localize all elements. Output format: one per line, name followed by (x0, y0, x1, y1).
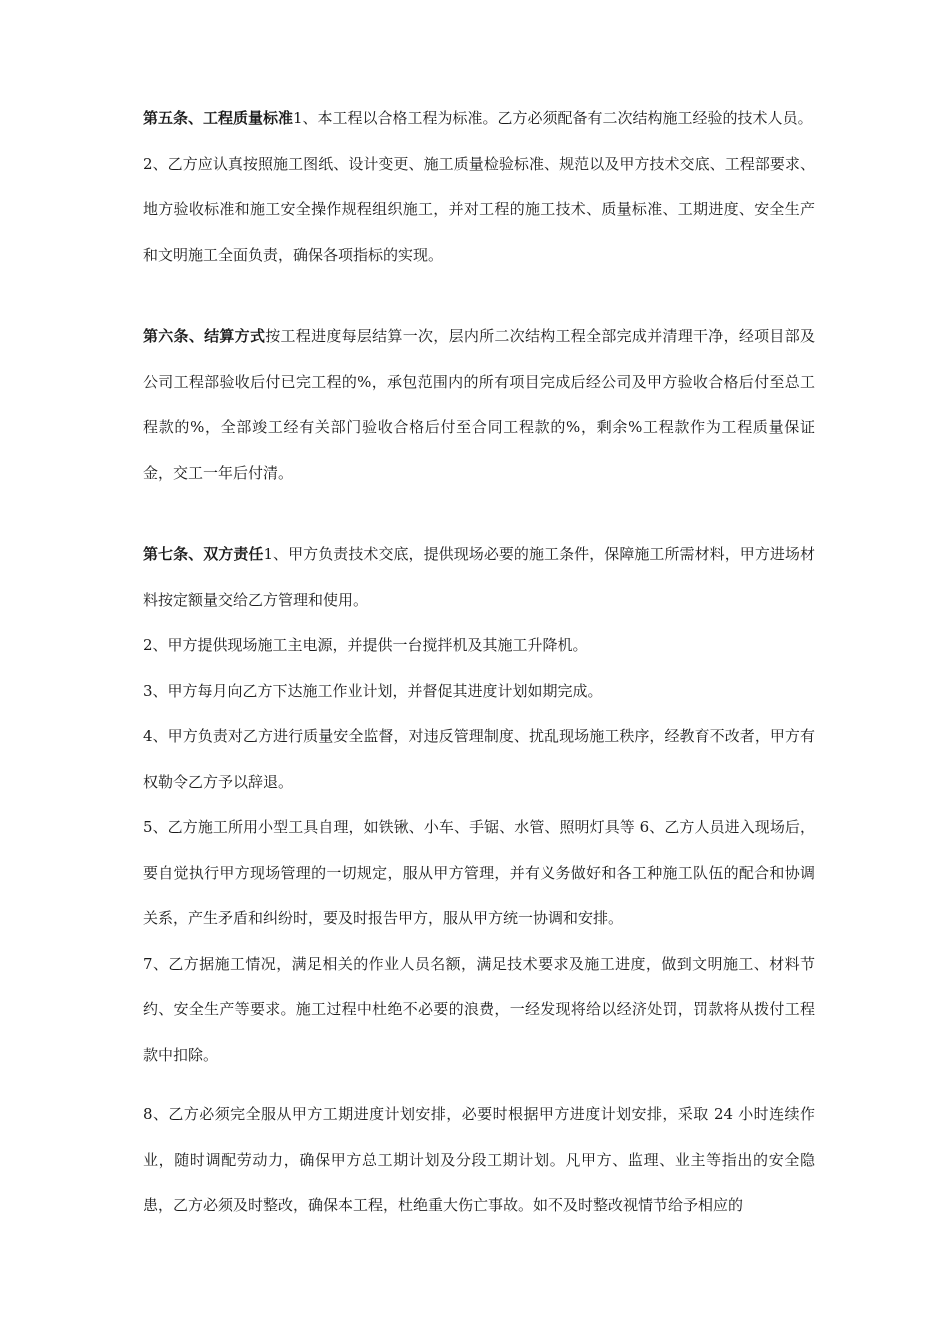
article-7-paragraph-4: 4、甲方负责对乙方进行质量安全监督，对违反管理制度、扰乱现场施工秩序，经教育不改者，甲方有权勒令乙方予以辞退。 (143, 727, 815, 791)
article-5-text-1: 1、本工程以合格工程为标准。乙方必须配备有二次结构施工经验的技术人员。 (293, 109, 813, 127)
article-7-paragraph-2: 2、甲方提供现场施工主电源，并提供一台搅拌机及其施工升降机。 (143, 636, 588, 654)
article-6-text-1: 按工程进度每层结算一次，层内所二次结构工程全部完成并清理干净，经项目部及公司工程部验收后付已完工程的%，承包范围内的所有项目完成后经公司及甲方验收合格后付至总工程款的%，全部竣工经有关部门验收合格后付至合同工程款的%，剩余%工程款作为工程质量保证金，交工一年后付清。 (143, 327, 815, 482)
article-7-heading: 第七条、双方责任 (143, 545, 264, 563)
article-7-paragraph-1 (143, 532, 815, 623)
article-7-paragraph-8: 8、乙方必须完全服从甲方工期进度计划安排，必要时根据甲方进度计划安排，采取 24 小时连续作业，随时调配劳动力，确保甲方总工期计划及分段工期计划。凡甲方、监理、业主等指出的安全隐患，乙方必须及时整改，确保本工程，杜绝重大伤亡事故。如不及时整改视情节给予相应的 (143, 1105, 815, 1214)
article-7-paragraph-5: 5、乙方施工所用小型工具自理，如铁锹、小车、手锯、水管、照明灯具等 6、乙方人员进入现场后，要自觉执行甲方现场管理的一切规定，服从甲方管理，并有义务做好和各工种施工队伍的配合和协调关系，产生矛盾和纠纷时，要及时报告甲方，服从甲方统一协调和安排。 (143, 818, 815, 927)
article-7-text-1: 1、甲方负责技术交底，提供现场必要的施工条件，保障施工所需材料，甲方进场材料按定额量交给乙方管理和使用。 (143, 545, 815, 609)
section-spacer (143, 278, 815, 314)
section-spacer (143, 496, 815, 532)
article-5-heading: 第五条、工程质量标准 (143, 109, 294, 127)
article-7-paragraph-3: 3、甲方每月向乙方下达施工作业计划，并督促其进度计划如期完成。 (143, 681, 603, 700)
article-7-paragraph-7: 7、乙方据施工情况，满足相关的作业人员名额，满足技术要求及施工进度，做到文明施工、材料节约、安全生产等要求。施工过程中杜绝不必要的浪费，一经发现将给以经济处罚，罚款将从拨付工程款中扣除。 (143, 954, 815, 1064)
document-page (143, 96, 815, 1229)
article-5-paragraph-1 (143, 96, 815, 142)
article-6-paragraph-1 (143, 314, 815, 496)
article-5-paragraph-2: 2、乙方应认真按照施工图纸、设计变更、施工质量检验标准、规范以及甲方技术交底、工程部要求、地方验收标准和施工安全操作规程组织施工，并对工程的施工技术、质量标准、工期进度、安全生产和文明施工全面负责，确保各项指标的实现。 (143, 154, 815, 264)
section-spacer (143, 1078, 815, 1092)
article-6-heading: 第六条、结算方式 (143, 327, 266, 345)
